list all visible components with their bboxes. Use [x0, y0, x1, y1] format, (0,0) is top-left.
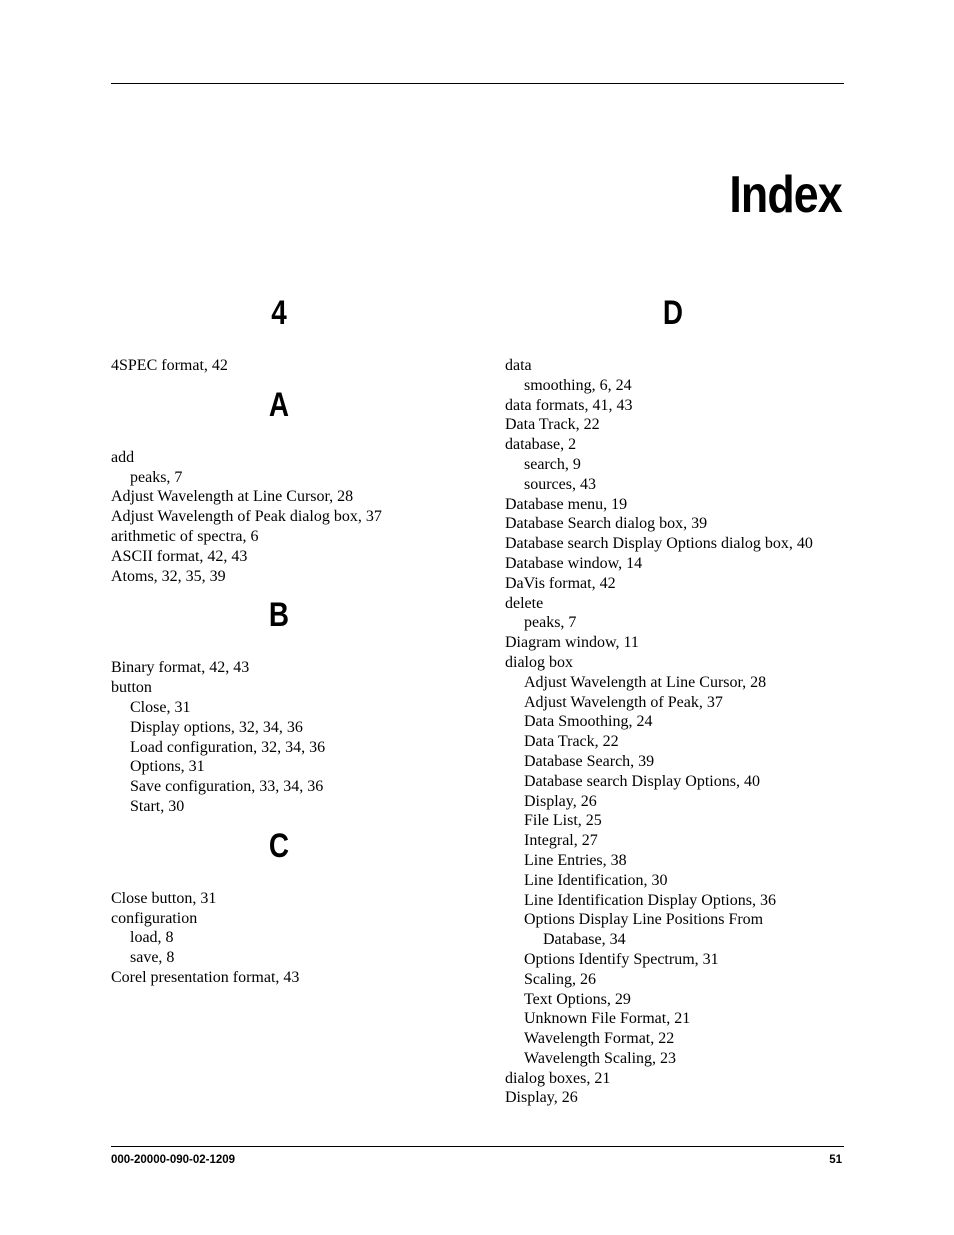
index-subentry: Line Identification, 30 — [524, 871, 668, 889]
index-entry: Database menu, 19 — [505, 495, 628, 513]
index-section-letter: 4 — [271, 294, 287, 332]
index-entry: Adjust Wavelength of Peak dialog box, 37 — [111, 508, 382, 526]
index-subentry: Integral, 27 — [524, 832, 598, 850]
index-entry: Display, 26 — [505, 1089, 578, 1107]
header-rule — [111, 83, 844, 84]
index-subentry: Load configuration, 32, 34, 36 — [130, 738, 326, 756]
index-subentry: sources, 43 — [524, 475, 596, 493]
index-section-letter: B — [268, 596, 290, 635]
index-subentry: Wavelength Scaling, 23 — [524, 1049, 677, 1067]
index-entry: database, 2 — [505, 436, 577, 454]
index-entry-list — [111, 356, 451, 376]
index-entry-list — [111, 448, 451, 587]
index-entry: DaVis format, 42 — [505, 574, 616, 592]
index-entry: Binary format, 42, 43 — [111, 659, 250, 677]
index-entry-list — [111, 889, 451, 988]
footer-doc-number: 000-20000-090-02-1209 — [111, 1154, 236, 1166]
index-subentry: save, 8 — [130, 949, 175, 967]
index-entry: 4SPEC format, 42 — [111, 357, 228, 374]
index-entry: dialog boxes, 21 — [505, 1069, 611, 1087]
index-entry: Data Track, 22 — [505, 416, 600, 434]
index-subentry: Unknown File Format, 21 — [524, 1010, 691, 1028]
index-subentry: Scaling, 26 — [524, 970, 596, 988]
index-entry: configuration — [111, 909, 198, 927]
index-entry: Adjust Wavelength at Line Cursor, 28 — [111, 488, 354, 506]
index-subentry: Display, 26 — [524, 792, 597, 810]
index-subentry: Line Identification Display Options, 36 — [524, 891, 776, 909]
index-subentry: Database search Display Options, 40 — [524, 772, 760, 790]
index-entry-list — [505, 356, 850, 1108]
index-subentry: Options Display Line Positions From — [524, 911, 764, 929]
footer-page-number: 51 — [829, 1154, 842, 1166]
index-entry: data formats, 41, 43 — [505, 396, 633, 414]
index-subentry: Wavelength Format, 22 — [524, 1030, 675, 1048]
index-subentry: peaks, 7 — [524, 614, 577, 632]
index-subentry: Data Track, 22 — [524, 733, 619, 751]
index-subentry: Start, 30 — [130, 797, 185, 815]
index-column-left — [111, 290, 451, 988]
index-subentry: search, 9 — [524, 455, 581, 473]
index-section-letter: C — [268, 826, 290, 865]
footer-rule — [111, 1146, 844, 1147]
index-subentry: Adjust Wavelength of Peak, 37 — [524, 693, 723, 711]
index-entry: button — [111, 679, 152, 697]
index-section-letter: D — [662, 294, 684, 332]
index-subentry: Data Smoothing, 24 — [524, 713, 653, 731]
index-entry: delete — [505, 594, 544, 612]
index-section-letter: A — [268, 385, 290, 424]
index-entry: add — [111, 448, 135, 466]
index-subentry: Options Identify Spectrum, 31 — [524, 950, 719, 968]
index-column-right — [505, 290, 850, 1108]
index-entry: Database Search dialog box, 39 — [505, 515, 708, 533]
index-subentry: peaks, 7 — [130, 468, 183, 486]
index-subentry: load, 8 — [130, 929, 174, 947]
index-subentry: smoothing, 6, 24 — [524, 376, 632, 394]
index-entry: Close button, 31 — [111, 889, 217, 907]
index-subentry: File List, 25 — [524, 812, 602, 830]
index-subentry: Close, 31 — [130, 698, 191, 716]
index-subentry: Display options, 32, 34, 36 — [130, 718, 303, 736]
index-entry: Database window, 14 — [505, 554, 643, 572]
index-subentry: Text Options, 29 — [524, 990, 631, 1008]
index-subentry: Save configuration, 33, 34, 36 — [130, 778, 324, 796]
page-title: Index — [729, 166, 842, 224]
index-entry: Corel presentation format, 43 — [111, 968, 300, 986]
index-entry: dialog box — [505, 653, 573, 671]
index-entry-list — [111, 658, 451, 816]
index-subentry: Options, 31 — [130, 758, 205, 776]
index-entry: arithmetic of spectra, 6 — [111, 527, 259, 545]
index-entry: Diagram window, 11 — [505, 634, 639, 652]
index-entry: ASCII format, 42, 43 — [111, 547, 248, 565]
index-subentry: Adjust Wavelength at Line Cursor, 28 — [524, 673, 767, 691]
index-entry: Atoms, 32, 35, 39 — [111, 567, 226, 585]
index-entry: Database search Display Options dialog box, 40 — [505, 535, 813, 553]
index-subentry: Database Search, 39 — [524, 752, 655, 770]
index-entry: data — [505, 357, 532, 374]
index-subentry: Line Entries, 38 — [524, 851, 627, 869]
index-subentry: Database, 34 — [543, 931, 626, 949]
